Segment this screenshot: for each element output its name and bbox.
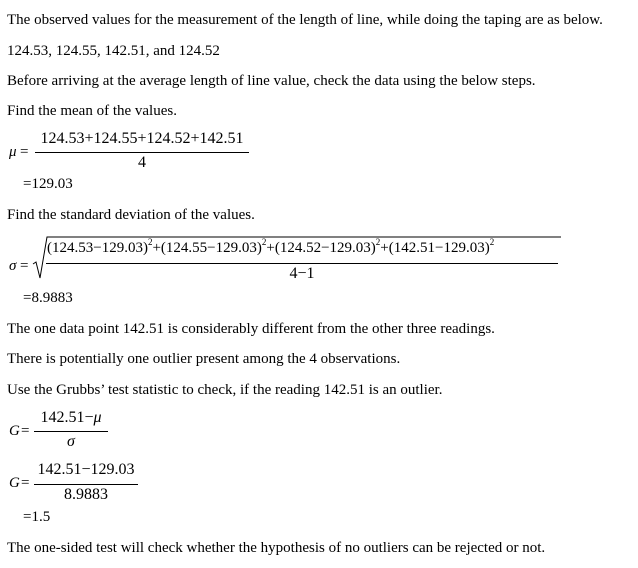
sd-denominator: 4−1 [289,265,315,282]
g2-fraction-bar [34,484,138,485]
sd-equals: = [20,258,29,274]
sd-exp-3: 2 [375,237,381,247]
sd-result: =8.9883 [23,290,73,306]
sd-term-4: +(142.51−129.03) [380,240,490,256]
one-sided-text: The one-sided test will check whether the hypothesis of no outliers can be rejected or not. [7,540,546,556]
sd-symbol: σ [9,258,17,274]
mean-heading: Find the mean of the values. [7,103,177,119]
sd-fraction-bar [46,263,558,264]
sd-term-3: +(124.52−129.03) [266,240,376,256]
g1-num-value: 142.51− [40,409,94,426]
sd-exp-4: 2 [489,237,495,247]
mean-symbol: μ [9,144,17,160]
sd-exp-2: 2 [261,237,267,247]
g1-denominator: σ [67,433,75,450]
mean-equals: = [20,144,29,160]
g2-equals: = [21,475,30,491]
mean-fraction-bar [35,152,249,153]
g2-numerator: 142.51−129.03 [37,461,135,478]
g1-fraction-bar [34,431,108,432]
sd-heading: Find the standard deviation of the values. [7,207,255,223]
sd-term-2: +(124.55−129.03) [152,240,262,256]
g2-symbol: G [9,475,20,491]
values-text: 124.53, 124.55, 142.51, and 124.52 [7,43,220,59]
g1-num-mu: μ [93,409,102,426]
sd-term-1: (124.53−129.03) [47,240,148,256]
sd-numerator [47,237,495,257]
outlier-text: There is potentially one outlier present among the 4 observations. [7,351,401,367]
mean-denominator: 4 [138,154,146,171]
g1-numerator [32,409,110,427]
mean-result: =129.03 [23,176,73,192]
intro-text: The observed values for the measurement of the length of line, while doing the taping are as below. [7,12,603,28]
different-text: The one data point 142.51 is considerably different from the other three readings. [7,321,495,337]
g1-symbol: G [9,423,20,439]
g2-denominator: 8.9883 [64,486,108,503]
check-text: Before arriving at the average length of line value, check the data using the below steps. [7,73,536,89]
mean-numerator: 124.53+124.55+124.52+142.51 [40,130,244,147]
g1-equals: = [21,423,30,439]
grubbs-text: Use the Grubbs’ test statistic to check, if the reading 142.51 is an outlier. [7,382,443,398]
g2-result: =1.5 [23,509,51,525]
sd-exp-1: 2 [147,237,153,247]
